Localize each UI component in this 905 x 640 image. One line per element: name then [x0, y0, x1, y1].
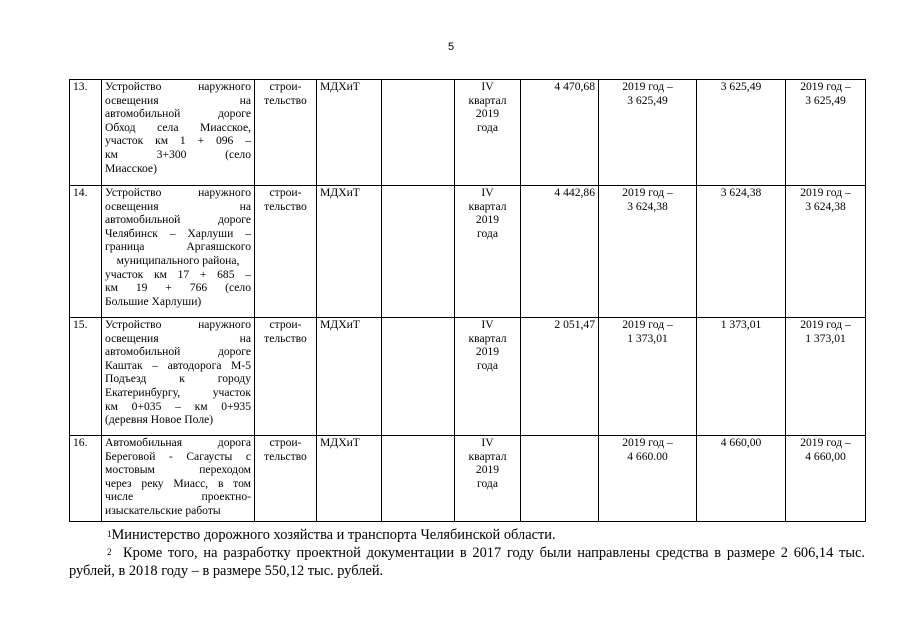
row-period [455, 318, 521, 436]
funding-line: 2019 год – [622, 80, 673, 93]
row-period [455, 436, 521, 522]
funding-line: 1 373,01 [805, 331, 846, 345]
description-line: освещения на [105, 199, 251, 213]
period-line: 2019 [475, 345, 500, 359]
funding-line: 2019 год – [800, 318, 851, 331]
description-line: Подъезд к городу [105, 372, 251, 386]
row-funding-by-year-2 [786, 436, 866, 522]
row-description [102, 80, 255, 186]
row-amount: 3 624,38 [697, 186, 786, 318]
description-line: муниципального района, [116, 253, 240, 267]
row-work-type [255, 186, 317, 318]
funding-line: 3 625,49 [805, 93, 846, 107]
row-description [102, 186, 255, 318]
row-number: 16. [70, 436, 102, 522]
description-line: Каштак – автодорога М-5 [105, 358, 251, 372]
period-line: 2019 [475, 107, 500, 121]
period-line: квартал [468, 331, 507, 345]
footnote-2-mark: 2 [107, 547, 112, 557]
description-line: изыскательские работы [105, 503, 221, 517]
row-amount: 4 660,00 [697, 436, 786, 522]
row-organization: МДХиТ [317, 186, 382, 318]
funding-line: 2019 год – [622, 436, 673, 449]
description-line: Челябинск – Харлуши – [105, 226, 251, 240]
row-funding-by-year [599, 318, 697, 436]
description-line: Устройство наружного [105, 80, 251, 93]
period-line: 2019 [475, 463, 500, 477]
work-type-line: строи- [269, 80, 302, 93]
row-funding-by-year-2 [786, 318, 866, 436]
row-amount: 3 625,49 [697, 80, 786, 186]
description-line: освещения на [105, 331, 251, 345]
description-line: Устройство наружного [105, 186, 251, 199]
row-empty-cell [382, 186, 455, 318]
row-total-cost: 4 442,86 [521, 186, 599, 318]
row-number: 14. [70, 186, 102, 318]
period-line: 2019 [475, 213, 500, 227]
work-type-line: строи- [269, 318, 302, 331]
table-row [70, 186, 866, 318]
row-funding-by-year-2 [786, 80, 866, 186]
description-line: граница Аргаяшского [105, 240, 251, 254]
row-work-type [255, 80, 317, 186]
footnote-1-mark: 1 [107, 529, 112, 539]
table-row [70, 436, 866, 522]
row-number: 13. [70, 80, 102, 186]
row-empty-cell [382, 436, 455, 522]
row-funding-by-year [599, 80, 697, 186]
row-funding-by-year-2 [786, 186, 866, 318]
description-line: автомобильной дороге [105, 345, 251, 359]
description-line: Миасское) [105, 161, 157, 175]
row-amount: 1 373,01 [697, 318, 786, 436]
row-period [455, 186, 521, 318]
description-line: (деревня Новое Поле) [105, 413, 214, 427]
row-work-type [255, 318, 317, 436]
description-line: км 0+035 – км 0+935 [105, 399, 251, 413]
description-line: км 19 + 766 (село [105, 281, 251, 295]
period-line: IV [481, 318, 494, 331]
work-type-line: строи- [269, 186, 302, 199]
footnote-1-text: Министерство дорожного хозяйства и транспорта Челябинской области. [111, 527, 556, 543]
row-funding-by-year [599, 186, 697, 318]
description-line: км 3+300 (село [105, 147, 251, 161]
program-table [69, 79, 866, 522]
work-type-line: тельство [264, 331, 307, 345]
funding-line: 1 373,01 [627, 331, 668, 345]
row-organization: МДХиТ [317, 436, 382, 522]
funding-line: 3 624,38 [805, 199, 846, 213]
funding-line: 2019 год – [800, 186, 851, 199]
description-line: Устройство наружного [105, 318, 251, 331]
row-organization: МДХиТ [317, 318, 382, 436]
funding-line: 2019 год – [622, 318, 673, 331]
funding-line: 2019 год – [800, 80, 851, 93]
row-organization: МДХиТ [317, 80, 382, 186]
row-empty-cell [382, 318, 455, 436]
work-type-line: тельство [264, 93, 307, 107]
work-type-line: тельство [264, 199, 307, 213]
row-period [455, 80, 521, 186]
funding-line: 3 625,49 [627, 93, 668, 107]
period-line: года [477, 226, 498, 240]
funding-line: 2019 год – [622, 186, 673, 199]
description-line: участок км 1 + 096 – [105, 134, 251, 148]
page-number: 5 [448, 41, 455, 53]
funding-line: 3 624,38 [627, 199, 668, 213]
description-line: через реку Миасс, в том [105, 476, 251, 490]
description-line: Большие Харлуши) [105, 294, 202, 308]
period-line: IV [481, 80, 494, 93]
row-number: 15. [70, 318, 102, 436]
footnote-1 [69, 526, 865, 544]
period-line: квартал [468, 199, 507, 213]
row-total-cost: 4 470,68 [521, 80, 599, 186]
description-line: автомобильной дороге [105, 107, 251, 121]
funding-line: 4 660,00 [805, 449, 846, 463]
work-type-line: тельство [264, 449, 307, 463]
period-line: года [477, 358, 498, 372]
row-total-cost [521, 436, 599, 522]
row-work-type [255, 436, 317, 522]
work-type-line: строи- [269, 436, 302, 449]
description-line: Береговой - Сагаусты с [105, 449, 251, 463]
period-line: квартал [468, 93, 507, 107]
funding-line: 2019 год – [800, 436, 851, 449]
description-line: участок км 17 + 685 – [105, 267, 251, 281]
period-line: IV [481, 436, 494, 449]
funding-line: 4 660.00 [627, 449, 668, 463]
row-funding-by-year [599, 436, 697, 522]
description-line: освещения на [105, 93, 251, 107]
period-line: года [477, 120, 498, 134]
table-row [70, 80, 866, 186]
description-line: автомобильной дороге [105, 213, 251, 227]
row-description [102, 318, 255, 436]
footnote-2-text: Кроме того, на разработку проектной документации в 2017 году были направлены средства в размере 2 606,14 тыс. рублей, в 2018 году – в размере 550,12 тыс. рублей. [69, 545, 865, 579]
description-line: числе проектно- [105, 490, 251, 504]
description-line: мостовым переходом [105, 463, 251, 477]
row-empty-cell [382, 80, 455, 186]
description-line: Обход села Миасское, [105, 120, 251, 134]
footnote-2 [69, 544, 865, 580]
description-line: Екатеринбургу, участок [105, 385, 251, 399]
row-total-cost: 2 051,47 [521, 318, 599, 436]
description-line: Автомобильная дорога [105, 436, 251, 449]
footnotes [69, 526, 865, 580]
period-line: года [477, 476, 498, 490]
table-row [70, 318, 866, 436]
row-description [102, 436, 255, 522]
period-line: квартал [468, 449, 507, 463]
period-line: IV [481, 186, 494, 199]
